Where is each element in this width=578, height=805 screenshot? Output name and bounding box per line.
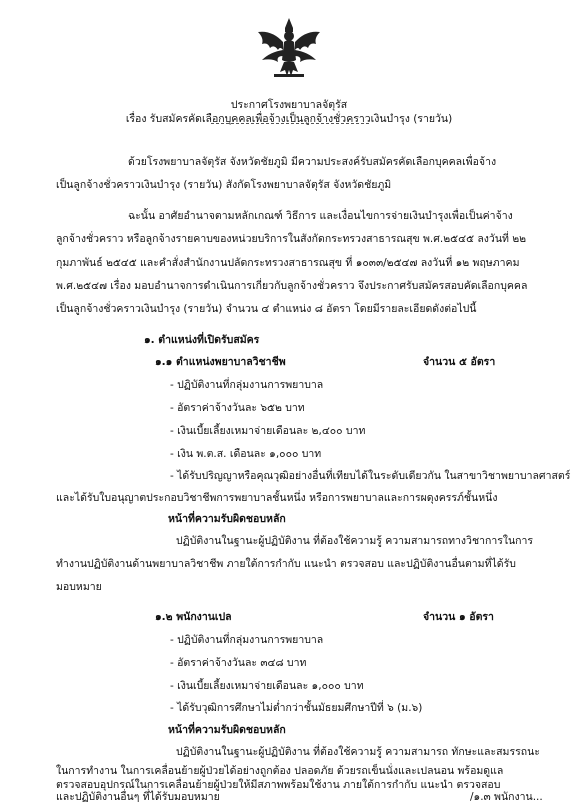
- position-2-title: ๑.๒ พนักงานเปล: [155, 611, 232, 623]
- position-2-duty-title: หน้าที่ความรับผิดชอบหลัก: [168, 724, 286, 736]
- position-1-title: ๑.๑ ตำแหน่งพยาบาลวิชาชีพ: [155, 356, 286, 368]
- intro-line-1: ด้วยโรงพยาบาลจัตุรัส จังหวัดชัยภูมิ มีความประสงค์รับสมัครคัดเลือกบุคคลเพื่อจ้าง: [128, 156, 497, 168]
- position-2-item: - ได้รับวุฒิการศึกษาไม่ต่ำกว่าชั้นมัธยมศึกษาปีที่ ๖ (ม.๖): [170, 702, 423, 714]
- position-1-item: - ได้รับปริญญาหรือคุณวุฒิอย่างอื่นที่เทียบได้ในระดับเดียวกัน ในสาขาวิชาพยาบาลศาสตร์: [170, 470, 571, 482]
- authority-line-5: เป็นลูกจ้างชั่วคราวเงินบำรุง (รายวัน) จำนวน ๔ ตำแหน่ง ๘ อัตรา โดยมีรายละเอียดดังต่อไปนี้: [56, 303, 477, 315]
- authority-line-1: ฉะนั้น อาศัยอำนาจตามหลักเกณฑ์ วิธีการ และเงื่อนไขการจ่ายเงินบำรุงเพื่อเป็นค่าจ้าง: [128, 210, 513, 222]
- continuation-marker: /๑.๓ พนักงาน...: [470, 791, 543, 803]
- position-1-duty-line-3: มอบหมาย: [56, 581, 102, 593]
- position-2-duty-line-1: ปฏิบัติงานในฐานะผู้ปฏิบัติงาน ที่ต้องใช้ความรู้ ความสามารถ ทักษะและสมรรถนะ: [176, 746, 540, 758]
- position-1-item: - ปฏิบัติงานที่กลุ่มงานการพยาบาล: [170, 379, 324, 391]
- position-2-item: - อัตราค่าจ้างวันละ ๓๔๘ บาท: [170, 657, 307, 669]
- position-1-duty-title: หน้าที่ความรับผิดชอบหลัก: [168, 513, 286, 525]
- authority-line-2: ลูกจ้างชั่วคราว หรือลูกจ้างรายคาบของหน่วยบริการในสังกัดกระทรวงสาธารณสุข พ.ศ.๒๕๔๕ ลงวันที่ ๒๒: [56, 233, 527, 245]
- position-1-count: จำนวน ๕ อัตรา: [423, 356, 496, 368]
- position-1-qualification-cont: และได้รับใบอนุญาตประกอบวิชาชีพการพยาบาลชั้นหนึ่ง หรือการพยาบาลและการผดุงครรภ์ชั้นหนึ่ง: [56, 492, 498, 504]
- subject-line: เรื่อง รับสมัครคัดเลือกบุคคลเพื่อจ้างเป็นลูกจ้างชั่วคราวเงินบำรุง (รายวัน): [125, 113, 453, 125]
- position-2-item: - เงินเบี้ยเลี้ยงเหมาจ่ายเดือนละ ๑,๐๐๐ บาท: [170, 680, 364, 692]
- position-2-count: จำนวน ๑ อัตรา: [423, 611, 494, 623]
- position-1-item: - เงิน พ.ต.ส. เดือนละ ๑,๐๐๐ บาท: [170, 448, 322, 460]
- position-2-duty-line-2: ในการทำงาน ในการเคลื่อนย้ายผู้ป่วยได้อย่างถูกต้อง ปลอดภัย ด้วยรถเข็นนั่งและเปลนอน พร้อมดูแล: [56, 765, 504, 777]
- authority-line-3: กุมภาพันธ์ ๒๕๔๕ และคำสั่งสำนักงานปลัดกระทรวงสาธารณสุข ที่ ๑๐๓๓/๒๕๔๗ ลงวันที่ ๑๒ พฤษภาคม: [56, 257, 520, 269]
- position-1-item: - อัตราค่าจ้างวันละ ๖๕๒ บาท: [170, 402, 305, 414]
- position-2-duty-line-3: ตรวจสอบอุปกรณ์ในการเคลื่อนย้ายผู้ป่วยให้มีสภาพพร้อมใช้งาน ภายใต้การกำกับ แนะนำ ตรวจสอบ: [56, 779, 501, 791]
- position-1-duty-line-2: ทำงานปฏิบัติงานด้านพยาบาลวิชาชีพ ภายใต้การกำกับ แนะนำ ตรวจสอบ และปฏิบัติงานอื่นตามที่ได้รับ: [56, 558, 516, 570]
- garuda-emblem: [254, 16, 324, 80]
- position-2-duty-line-4: และปฏิบัติงานอื่นๆ ที่ได้รับมอบหมาย: [56, 791, 220, 803]
- divider: [211, 123, 369, 124]
- position-2-item: - ปฏิบัติงานที่กลุ่มงานการพยาบาล: [170, 634, 324, 646]
- announcement-title: ประกาศโรงพยาบาลจัตุรัส: [230, 99, 348, 111]
- position-1-duty-line-1: ปฏิบัติงานในฐานะผู้ปฏิบัติงาน ที่ต้องใช้ความรู้ ความสามารถทางวิชาการในการ: [176, 535, 534, 547]
- position-1-item: - เงินเบี้ยเลี้ยงเหมาจ่ายเดือนละ ๒,๔๐๐ บาท: [170, 425, 366, 437]
- intro-line-2: เป็นลูกจ้างชั่วคราวเงินบำรุง (รายวัน) สังกัดโรงพยาบาลจัตุรัส จังหวัดชัยภูมิ: [56, 179, 392, 191]
- section-1-title: ๑. ตำแหน่งที่เปิดรับสมัคร: [144, 334, 260, 346]
- authority-line-4: พ.ศ.๒๕๔๗ เรื่อง มอบอำนาจการดำเนินการเกี่ยวกับลูกจ้างชั่วคราว จึงประกาศรับสมัครสอบคัดเลือกบุคคล: [56, 280, 528, 292]
